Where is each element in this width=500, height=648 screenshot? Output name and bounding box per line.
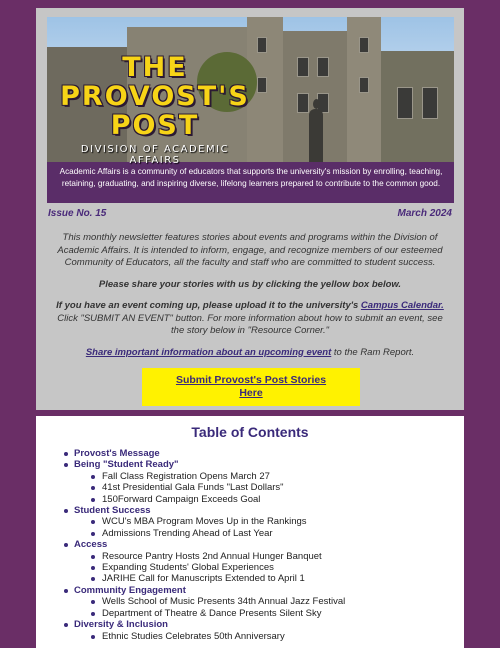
campus-calendar-link[interactable]: Campus Calendar. — [360, 300, 444, 311]
share-prompt: Please share your stories with us by clicking the yellow box below. — [98, 278, 402, 290]
toc-story-item: WCU's MBA Program Moves Up in the Rankings — [62, 516, 452, 527]
submit-stories-button[interactable] — [142, 368, 360, 406]
submit-button-line1: Submit Provost's Post Stories — [175, 374, 327, 386]
title-main: PROVOST'S POST — [60, 81, 250, 141]
toc-section-link[interactable]: Being "Student Ready" — [62, 459, 452, 470]
toc-title: Table of Contents — [191, 424, 309, 440]
ram-report-paragraph — [56, 347, 444, 360]
toc-story-item: Admissions Trending Ahead of Last Year — [62, 528, 452, 539]
division-subtitle: DIVISION OF ACADEMIC AFFAIRS — [80, 144, 230, 166]
ram-report-text: to the Ram Report. — [333, 346, 415, 358]
toc-story-item: Fall Class Registration Opens March 27 — [62, 471, 452, 482]
toc-story-item: Resource Pantry Hosts 2nd Annual Hunger Banquet — [62, 551, 452, 562]
event-text: If you have an event coming up, please upload it to the university's — [56, 300, 359, 311]
toc-story-item: Department of Theatre & Dance Presents Silent Sky — [62, 608, 452, 619]
toc-story-item: JARIHE Call for Manuscripts Extended to April 1 — [62, 573, 452, 584]
intro-text — [56, 232, 444, 368]
header-panel — [36, 8, 464, 410]
masthead-banner — [47, 17, 454, 203]
toc-story-item: 150Forward Campaign Exceeds Goal — [62, 494, 452, 505]
toc-story-item: Expanding Students' Global Experiences — [62, 562, 452, 573]
issue-date: March 2024 — [397, 208, 452, 219]
toc-list — [62, 448, 452, 642]
toc-story-item: Ethnic Studies Celebrates 50th Anniversary — [62, 631, 452, 642]
issue-number: Issue No. 15 — [48, 208, 107, 219]
event-paragraph — [56, 300, 444, 338]
toc-section-link[interactable]: Provost's Message — [62, 448, 452, 459]
toc-section-link[interactable]: Community Engagement — [62, 585, 452, 596]
submit-button-line2: Here — [239, 387, 263, 399]
share-info-link[interactable]: Share important information about an upcoming event — [85, 346, 332, 358]
toc-section-link[interactable]: Diversity & Inclusion — [62, 619, 452, 630]
issue-row — [48, 208, 452, 219]
toc-section-link[interactable]: Student Success — [62, 505, 452, 516]
intro-paragraph: This monthly newsletter features stories about events and programs within the Division of Academic Affairs. It is intended to inform, engage, and recognize members of our esteemed Community of Educators, all the faculty and staff who are committed to student success. — [57, 232, 443, 268]
toc-panel — [36, 416, 464, 648]
mission-statement: Academic Affairs is a community of educators that supports the university's mission by enrolling, teaching, retaining, graduating, and inspiring diverse, lifelong learners prepared to contribute to the common good. — [59, 167, 443, 188]
title-the: THE — [122, 52, 188, 83]
toc-section-link[interactable]: Access — [62, 539, 452, 550]
event-instructions: Click "SUBMIT AN EVENT" button. For more information about how to submit an event, see the story below in "Resource Corner." — [57, 312, 443, 336]
toc-story-item: 41st Presidential Gala Funds "Last Dollars" — [62, 482, 452, 493]
toc-story-item: Wells School of Music Presents 34th Annual Jazz Festival — [62, 596, 452, 607]
masthead-title — [55, 53, 255, 168]
